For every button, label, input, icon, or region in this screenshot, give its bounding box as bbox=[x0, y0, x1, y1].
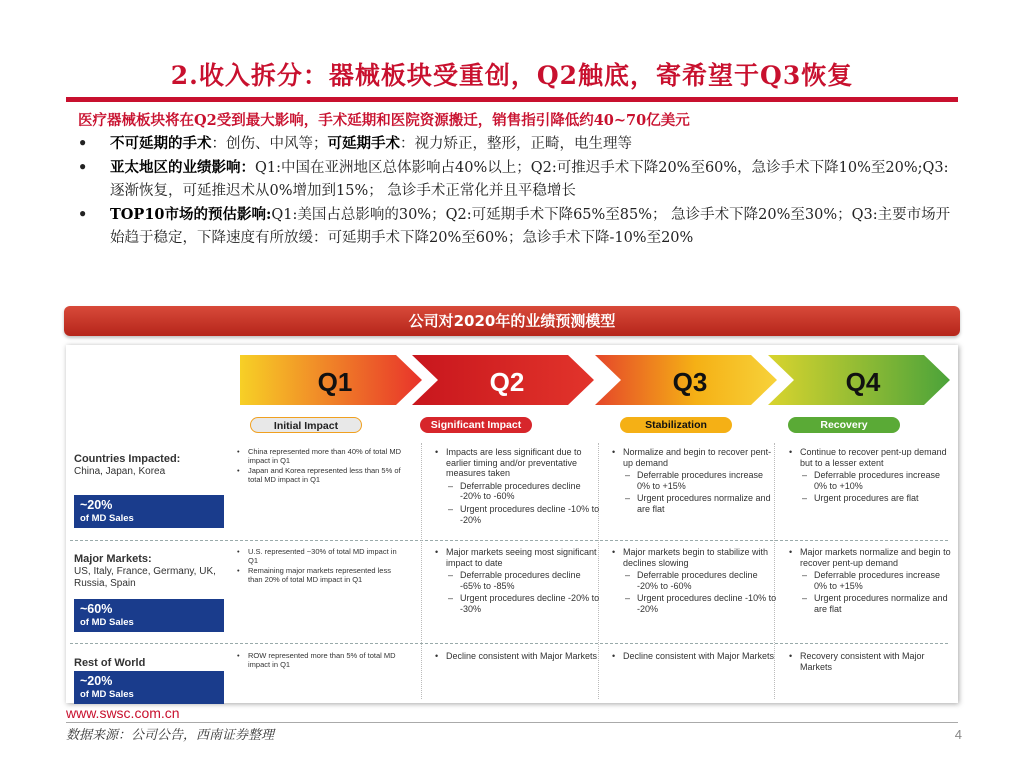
forecast-point-text: Major markets seeing most significant impact to date bbox=[446, 547, 597, 568]
dash-marker: – bbox=[625, 470, 631, 481]
forecast-subpoint bbox=[611, 593, 777, 614]
forecast-cell-q3 bbox=[611, 547, 777, 617]
forecast-point-text: Decline consistent with Major Markets bbox=[623, 651, 775, 661]
dash-marker: – bbox=[625, 493, 631, 504]
forecast-cell-q3 bbox=[611, 447, 777, 517]
row-divider bbox=[70, 643, 948, 644]
title-rule bbox=[66, 97, 958, 102]
region-title: Major Markets: bbox=[74, 553, 152, 565]
forecast-point bbox=[236, 651, 402, 669]
bullet-dot: • bbox=[237, 566, 240, 575]
forecast-point bbox=[611, 651, 777, 662]
dash-marker: – bbox=[802, 593, 808, 604]
forecast-point-text: Decline consistent with Major Markets bbox=[446, 651, 598, 661]
bullet-dot: • bbox=[789, 547, 793, 557]
forecast-subpoint-text: Deferrable procedures increase 0% to +15% bbox=[637, 470, 764, 491]
bullet-dot: • bbox=[237, 547, 240, 556]
page-number: 4 bbox=[954, 727, 962, 742]
sales-share-label: of MD Sales bbox=[80, 513, 134, 524]
forecast-subpoint bbox=[788, 593, 954, 614]
phase-label-q2: Q2 bbox=[489, 367, 525, 397]
forecast-cell-q3 bbox=[611, 651, 777, 663]
forecast-subpoint-text: Deferrable procedures decline -20% to -60% bbox=[460, 480, 581, 502]
region-title: Rest of World bbox=[74, 657, 146, 669]
bullet-dot: • bbox=[435, 651, 439, 661]
phase-chevrons bbox=[240, 349, 950, 411]
forecast-point bbox=[788, 447, 954, 468]
forecast-point-text: ROW represented more than 5% of total MD impact in Q1 bbox=[248, 651, 396, 669]
source-note: 数据来源：公司公告，西南证券整理 bbox=[66, 728, 275, 743]
forecast-point-text: Recovery consistent with Major Markets bbox=[800, 651, 925, 672]
forecast-panel bbox=[66, 345, 958, 703]
dash-marker: – bbox=[625, 593, 631, 604]
sales-share-percent: ~20% bbox=[80, 674, 113, 688]
bullet-text: Q1:美国占总影响的30%；Q2:可延期手术下降65%至85%； 急诊手术下降20%至30%；Q3:主要市场开始趋于稳定，下降速度有所放缓：可延期手术下降20%至60%；急诊手术下降-10%至20% bbox=[110, 207, 951, 246]
forecast-subpoint-text: Urgent procedures decline -20% to -30% bbox=[460, 593, 600, 614]
bullet-text: Q1:中国在亚洲地区总体影响占40%以上；Q2:可推迟手术下降20%至60%，急诊手术下降10%至20%;Q3:逐渐恢复，可延推迟术从0%增加到15%； 急诊手术正常化并且平稳增长 bbox=[110, 160, 949, 199]
bullet-dot: • bbox=[435, 547, 439, 557]
forecast-subpoint bbox=[434, 481, 600, 502]
row-divider bbox=[70, 540, 948, 541]
bullet-dot: • bbox=[78, 135, 88, 152]
forecast-cell-q2 bbox=[434, 447, 600, 527]
forecast-point bbox=[434, 447, 600, 479]
forecast-point bbox=[236, 466, 402, 484]
bullet-dot: • bbox=[435, 447, 439, 457]
forecast-subpoint-text: Urgent procedures normalize and are flat bbox=[814, 593, 948, 614]
forecast-point-text: Major markets normalize and begin to recover pent-up demand bbox=[800, 547, 951, 568]
column-divider bbox=[421, 443, 422, 699]
dash-marker: – bbox=[625, 570, 631, 581]
forecast-cell-q1 bbox=[236, 547, 402, 585]
forecast-subpoint-text: Deferrable procedures increase 0% to +15% bbox=[814, 570, 941, 591]
forecast-point bbox=[236, 566, 402, 584]
bullet-dot: • bbox=[612, 547, 616, 557]
page-title: 2.收入拆分：器械板块受重创，Q2触底，寄希望于Q3恢复 bbox=[170, 61, 854, 90]
forecast-cell-q2 bbox=[434, 651, 600, 663]
forecast-subpoint-text: Deferrable procedures increase 0% to +10% bbox=[814, 470, 941, 491]
bullet-heading: TOP10市场的预估影响: bbox=[110, 206, 272, 223]
bullet-list bbox=[78, 132, 958, 250]
forecast-point bbox=[434, 651, 600, 662]
dash-marker: – bbox=[802, 470, 808, 481]
forecast-cell-q4 bbox=[788, 547, 954, 617]
region-header bbox=[74, 453, 224, 478]
bullet-heading: 亚太地区的业绩影响： bbox=[110, 159, 255, 176]
sales-share-label: of MD Sales bbox=[80, 689, 134, 700]
model-banner: 公司对2020年的业绩预测模型 bbox=[64, 306, 960, 336]
forecast-subpoint bbox=[788, 470, 954, 491]
forecast-cell-q1 bbox=[236, 651, 402, 670]
forecast-point-text: Impacts are less significant due to earlier timing and/or preventative measures taken bbox=[446, 447, 582, 479]
sales-share-box bbox=[74, 599, 224, 632]
bullet-item bbox=[78, 156, 958, 203]
phase-label-q1: Q1 bbox=[317, 367, 353, 397]
forecast-point-text: Normalize and begin to recover pent-up demand bbox=[623, 447, 772, 468]
forecast-subpoint bbox=[434, 570, 600, 591]
bullet-dot: • bbox=[78, 206, 88, 223]
sales-share-percent: ~20% bbox=[80, 498, 113, 512]
dash-marker: – bbox=[802, 493, 808, 504]
bullet-dot: • bbox=[612, 651, 616, 661]
forecast-point bbox=[788, 651, 954, 672]
forecast-point bbox=[611, 547, 777, 568]
dash-marker: – bbox=[448, 570, 454, 581]
footer-rule bbox=[66, 722, 958, 723]
bullet-dot: • bbox=[78, 159, 88, 176]
forecast-point bbox=[434, 547, 600, 568]
bullet-text: ：创伤、中风等； bbox=[211, 136, 328, 152]
dash-marker: – bbox=[448, 480, 454, 491]
phase-label-q4: Q4 bbox=[845, 367, 881, 397]
bullet-dot: • bbox=[237, 651, 240, 660]
forecast-cell-q2 bbox=[434, 547, 600, 617]
bullet-item bbox=[78, 203, 958, 250]
subtitle: 医疗器械板块将在Q2受到最大影响，手术延期和医院资源搬迁，销售指引降低约40~70亿美元 bbox=[78, 112, 690, 129]
forecast-cell-q4 bbox=[788, 651, 954, 673]
dash-marker: – bbox=[802, 570, 808, 581]
phase-subtitle-q2: Significant Impact bbox=[420, 417, 532, 433]
forecast-subpoint bbox=[434, 504, 600, 525]
phase-label-q3: Q3 bbox=[672, 367, 708, 397]
forecast-subpoint-text: Deferrable procedures decline -65% to -85% bbox=[460, 570, 581, 591]
region-header bbox=[74, 553, 224, 590]
sales-share-label: of MD Sales bbox=[80, 617, 134, 628]
forecast-point-text: Continue to recover pent-up demand but to a lesser extent bbox=[800, 447, 947, 468]
region-countries: China, Japan, Korea bbox=[74, 466, 166, 477]
forecast-subpoint bbox=[611, 570, 777, 591]
sales-share-percent: ~60% bbox=[80, 602, 113, 616]
phase-subtitle-q3: Stabilization bbox=[620, 417, 732, 433]
bullet-item bbox=[78, 132, 958, 156]
forecast-point-text: Remaining major markets represented less than 20% of total MD impact in Q1 bbox=[248, 566, 391, 584]
forecast-subpoint-text: Urgent procedures normalize and are flat bbox=[637, 493, 771, 514]
dash-marker: – bbox=[448, 503, 454, 514]
forecast-point bbox=[788, 547, 954, 568]
forecast-subpoint-text: Urgent procedures decline -10% to -20% bbox=[460, 503, 600, 525]
forecast-point bbox=[611, 447, 777, 468]
forecast-subpoint bbox=[788, 493, 954, 504]
bullet-heading: 不可延期的手术 bbox=[110, 135, 212, 152]
forecast-subpoint bbox=[434, 593, 600, 614]
bullet-dot: • bbox=[237, 466, 240, 475]
forecast-point-text: U.S. represented ~30% of total MD impact in Q1 bbox=[248, 547, 397, 565]
bullet-text: ：视力矫正，整形，正畸，电生理等 bbox=[400, 136, 632, 152]
phase-subtitle-q4: Recovery bbox=[788, 417, 900, 433]
forecast-point-text: Japan and Korea represented less than 5% of total MD impact in Q1 bbox=[248, 466, 401, 484]
forecast-subpoint bbox=[611, 493, 777, 514]
bullet-dot: • bbox=[789, 651, 793, 661]
phase-subtitle-q1: Initial Impact bbox=[250, 417, 362, 433]
bullet-dot: • bbox=[237, 447, 240, 456]
region-header bbox=[74, 657, 224, 670]
forecast-point bbox=[236, 547, 402, 565]
forecast-point-text: Major markets begin to stabilize with declines slowing bbox=[623, 547, 769, 568]
forecast-cell-q4 bbox=[788, 447, 954, 506]
source-url[interactable]: www.swsc.com.cn bbox=[66, 705, 180, 721]
bullet-heading: 可延期手术 bbox=[327, 135, 400, 152]
forecast-subpoint bbox=[788, 570, 954, 591]
forecast-point bbox=[236, 447, 402, 465]
forecast-subpoint-text: Urgent procedures decline -10% to -20% bbox=[637, 593, 777, 614]
forecast-subpoint-text: Deferrable procedures decline -20% to -60% bbox=[637, 570, 758, 591]
forecast-subpoint bbox=[611, 470, 777, 491]
forecast-subpoint-text: Urgent procedures are flat bbox=[814, 493, 919, 504]
bullet-dot: • bbox=[789, 447, 793, 457]
forecast-point-text: China represented more than 40% of total MD impact in Q1 bbox=[248, 447, 401, 465]
region-countries: US, Italy, France, Germany, UK, Russia, Spain bbox=[74, 566, 216, 589]
forecast-cell-q1 bbox=[236, 447, 402, 485]
dash-marker: – bbox=[448, 593, 454, 604]
sales-share-box bbox=[74, 671, 224, 704]
region-title: Countries Impacted: bbox=[74, 453, 181, 465]
bullet-dot: • bbox=[612, 447, 616, 457]
sales-share-box bbox=[74, 495, 224, 528]
